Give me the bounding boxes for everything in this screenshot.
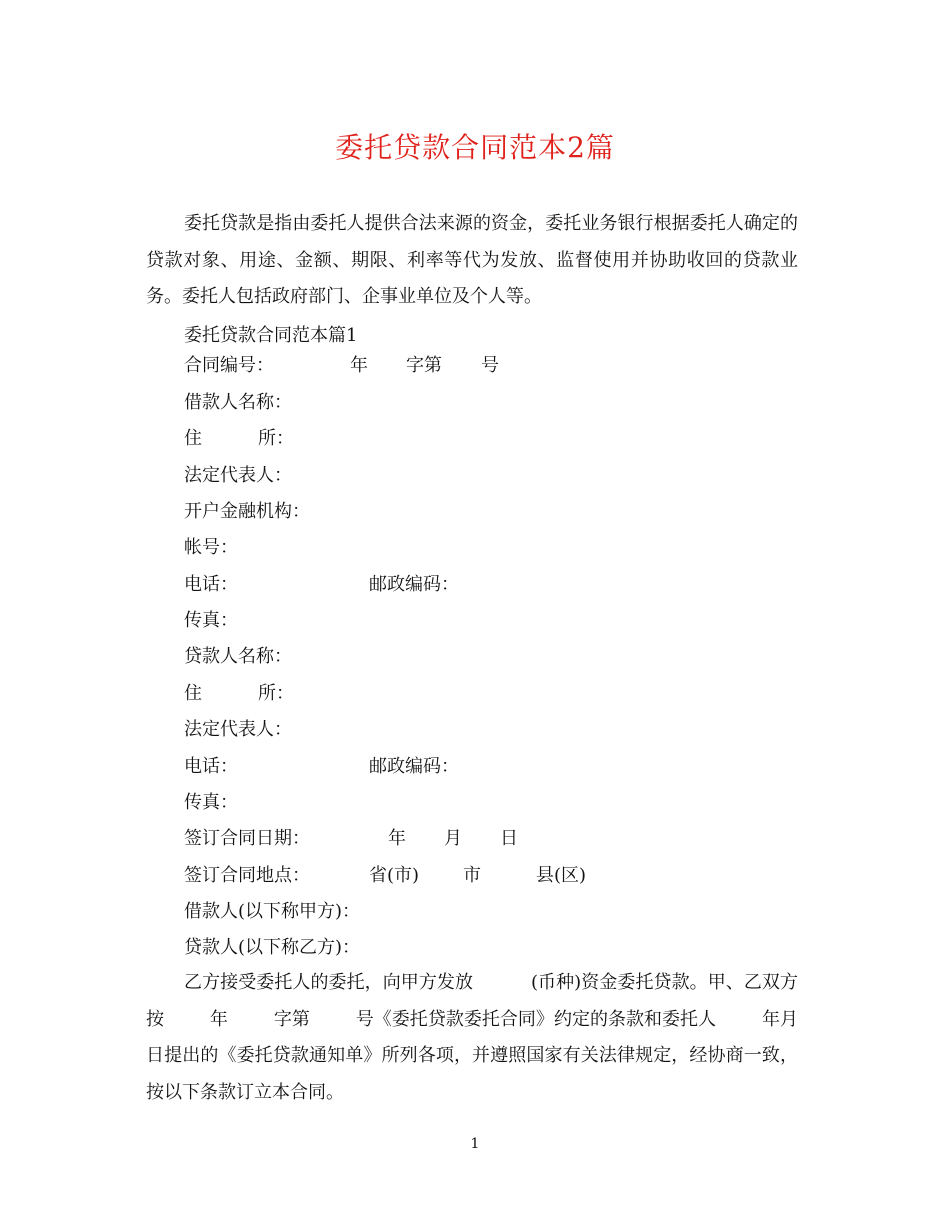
party-a-label: 借款人(以下称甲方)：	[184, 901, 361, 922]
borrower-fax-label: 传真：	[184, 610, 238, 631]
sign-date-month: 月	[444, 828, 462, 849]
contract-no-zi: 字第	[406, 355, 442, 376]
borrower-name-label: 借款人名称：	[184, 392, 292, 413]
contract-no-hao: 号	[481, 355, 499, 376]
sign-place-label: 签订合同地点：	[184, 865, 310, 886]
contract-no-label: 合同编号：	[184, 355, 274, 376]
lender-fax-label: 传真：	[184, 792, 238, 813]
lender-legal-rep-label: 法定代表人：	[184, 719, 292, 740]
sign-date-label: 签订合同日期：	[184, 828, 310, 849]
borrower-phone-label: 电话：	[184, 574, 238, 595]
intro-paragraph: 委托贷款是指由委托人提供合法来源的资金，委托业务银行根据委托人确定的贷款对象、用途、金额、期限、利率等代为发放、监督使用并协助收回的贷款业务。委托人包括政府部门、企事业单位及个人等。	[146, 213, 798, 307]
lender-phone-label: 电话：	[184, 756, 238, 777]
closing-paragraph-block	[146, 965, 844, 1111]
lender-address-label-b: 所：	[258, 683, 294, 704]
closing-paragraph: 乙方接受委托人的委托，向甲方发放 (币种)资金委托贷款。甲、乙双方按 年 字第 号《委托贷款委托合同》约定的条款和委托人 年月 日提出的《委托贷款通知单》所列各项，并遵照国家有关法律规定，经协商一致，按以下条款订立本合同。	[146, 972, 844, 1103]
lender-name-label: 贷款人名称：	[184, 646, 292, 667]
sign-date-year: 年	[388, 828, 406, 849]
lender-postcode-label: 邮政编码：	[369, 756, 459, 777]
borrower-address-label-a: 住	[184, 428, 202, 449]
party-b-label: 贷款人(以下称乙方)：	[184, 937, 361, 958]
borrower-bank-label: 开户金融机构：	[184, 501, 310, 522]
contract-no-year: 年	[350, 355, 368, 376]
page-number: 1	[470, 1136, 480, 1152]
sign-place-city: 市	[463, 865, 481, 886]
section1-heading: 委托贷款合同范本篇1	[184, 325, 358, 346]
sign-place-county: 县(区)	[536, 865, 587, 886]
sign-date-day: 日	[500, 828, 518, 849]
borrower-address-label-b: 所：	[258, 428, 294, 449]
sign-place-province: 省(市)	[369, 865, 420, 886]
document-title: 委托贷款合同范本2篇	[335, 131, 615, 164]
borrower-postcode-label: 邮政编码：	[369, 574, 459, 595]
borrower-account-label: 帐号：	[184, 537, 238, 558]
intro-paragraph-block	[146, 206, 798, 316]
borrower-legal-rep-label: 法定代表人：	[184, 465, 292, 486]
lender-address-label-a: 住	[184, 683, 202, 704]
